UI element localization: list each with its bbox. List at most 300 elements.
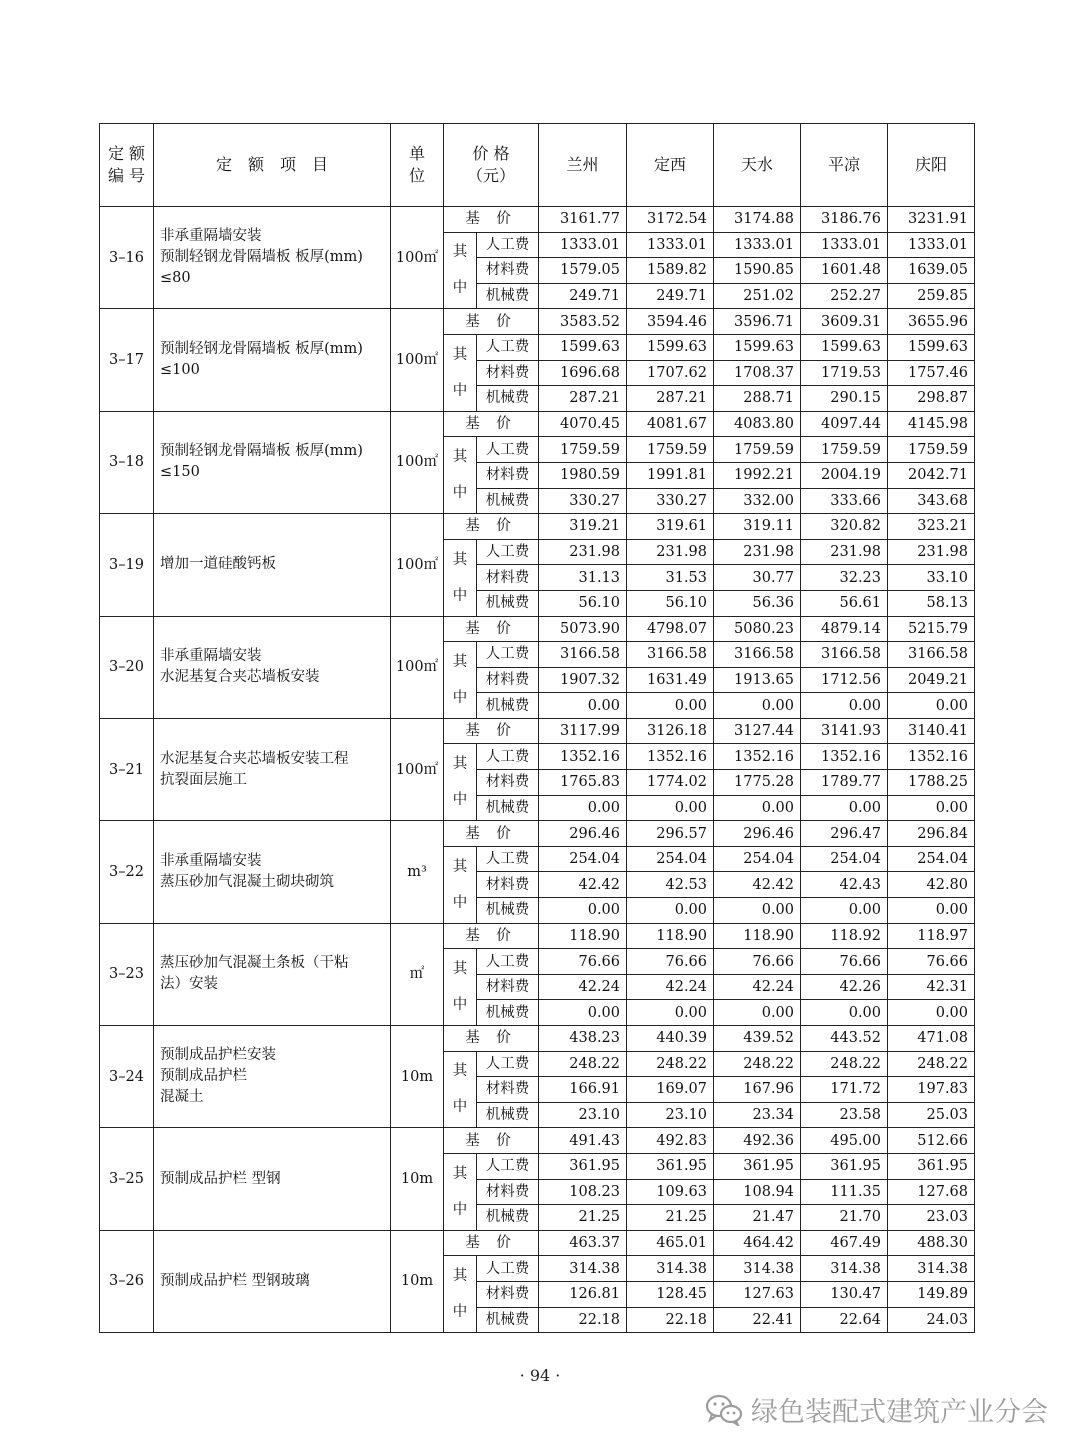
- base-value: 118.90: [714, 923, 801, 949]
- material-value: 167.96: [714, 1077, 801, 1103]
- page-number: · 94 ·: [519, 1366, 561, 1385]
- machine-value: 0.00: [627, 693, 714, 719]
- of-which-label: 其 中: [444, 949, 477, 1026]
- material-value: 127.68: [888, 1179, 975, 1205]
- quota-unit: 10m: [391, 1026, 444, 1128]
- header-unit: 单 位: [391, 124, 444, 207]
- of-which-label: 其 中: [444, 539, 477, 616]
- labor-value: 1759.59: [888, 437, 975, 463]
- base-value: 495.00: [801, 1128, 888, 1154]
- labor-value: 248.22: [801, 1051, 888, 1077]
- base-value: 3594.46: [627, 309, 714, 335]
- quota-item: [154, 1230, 391, 1332]
- base-value: 3231.91: [888, 207, 975, 233]
- labor-value: 1333.01: [888, 232, 975, 258]
- machine-value: 249.71: [539, 283, 627, 309]
- machine-value: 22.41: [714, 1307, 801, 1333]
- base-value: 4081.67: [627, 411, 714, 437]
- quota-item-line: 预制轻钢龙骨隔墙板 板厚(mm): [160, 341, 363, 358]
- material-value: 42.53: [627, 872, 714, 898]
- labor-value: 1599.63: [888, 334, 975, 360]
- watermark-text: 绿色装配式建筑产业分会: [751, 1397, 1048, 1428]
- base-price-label: 基 价: [444, 1230, 539, 1256]
- of-which-label: 其 中: [444, 1256, 477, 1333]
- base-price-label: 基 价: [444, 718, 539, 744]
- of-which-label: 其 中: [444, 1153, 477, 1230]
- quota-unit: 100㎡: [391, 514, 444, 616]
- material-label: 材料费: [477, 974, 539, 1000]
- quota-unit: ㎡: [391, 923, 444, 1025]
- material-value: 1639.05: [888, 258, 975, 284]
- base-value: 3161.77: [539, 207, 627, 233]
- labor-value: 361.95: [539, 1153, 627, 1179]
- labor-value: 76.66: [539, 949, 627, 975]
- material-value: 42.26: [801, 974, 888, 1000]
- labor-value: 1352.16: [627, 744, 714, 770]
- material-value: 33.10: [888, 565, 975, 591]
- material-value: 169.07: [627, 1077, 714, 1103]
- labor-value: 1599.63: [801, 334, 888, 360]
- machine-value: 56.36: [714, 590, 801, 616]
- labor-value: 1759.59: [539, 437, 627, 463]
- machine-value: 0.00: [714, 693, 801, 719]
- base-value: 488.30: [888, 1230, 975, 1256]
- material-value: 32.23: [801, 565, 888, 591]
- base-value: 4097.44: [801, 411, 888, 437]
- machine-value: 0.00: [714, 795, 801, 821]
- quota-code: 3–22: [100, 821, 154, 923]
- table-row: [100, 923, 975, 949]
- base-value: 5215.79: [888, 616, 975, 642]
- machine-value: 23.34: [714, 1102, 801, 1128]
- quota-item-line: 法）安装: [160, 976, 218, 993]
- quota-table: [99, 123, 975, 1333]
- machine-label: 机械费: [477, 386, 539, 412]
- quota-item: [154, 207, 391, 309]
- machine-value: 56.61: [801, 590, 888, 616]
- machine-value: 0.00: [801, 795, 888, 821]
- machine-value: 0.00: [888, 795, 975, 821]
- machine-value: 0.00: [714, 898, 801, 924]
- quota-code: 3–23: [100, 923, 154, 1025]
- labor-value: 1759.59: [714, 437, 801, 463]
- machine-value: 0.00: [539, 1000, 627, 1026]
- quota-item: [154, 411, 391, 513]
- header-item: 定 额 项 目: [154, 124, 391, 207]
- material-value: 130.47: [801, 1281, 888, 1307]
- machine-value: 21.25: [539, 1205, 627, 1231]
- quota-item-line: 蒸压砂加气混凝土砌块砌筑: [160, 873, 334, 890]
- base-value: 3117.99: [539, 718, 627, 744]
- material-label: 材料费: [477, 565, 539, 591]
- quota-item-line: 预制轻钢龙骨隔墙板 板厚(mm): [160, 249, 363, 266]
- machine-label: 机械费: [477, 898, 539, 924]
- material-value: 42.42: [714, 872, 801, 898]
- base-price-label: 基 价: [444, 1026, 539, 1052]
- machine-label: 机械费: [477, 1205, 539, 1231]
- labor-value: 361.95: [801, 1153, 888, 1179]
- base-price-label: 基 价: [444, 616, 539, 642]
- labor-label: 人工费: [477, 744, 539, 770]
- quota-item: [154, 718, 391, 820]
- material-value: 171.72: [801, 1077, 888, 1103]
- machine-value: 22.18: [539, 1307, 627, 1333]
- material-value: 128.45: [627, 1281, 714, 1307]
- of-which-label: 其 中: [444, 334, 477, 411]
- machine-label: 机械费: [477, 590, 539, 616]
- machine-value: 0.00: [627, 1000, 714, 1026]
- labor-value: 314.38: [888, 1256, 975, 1282]
- header-city: 定西: [627, 124, 714, 207]
- material-value: 108.94: [714, 1179, 801, 1205]
- labor-value: 231.98: [888, 539, 975, 565]
- base-value: 4145.98: [888, 411, 975, 437]
- base-value: 118.92: [801, 923, 888, 949]
- base-value: 319.21: [539, 514, 627, 540]
- material-value: 1789.77: [801, 770, 888, 796]
- material-value: 1907.32: [539, 667, 627, 693]
- machine-value: 343.68: [888, 488, 975, 514]
- material-value: 2042.71: [888, 462, 975, 488]
- material-value: 108.23: [539, 1179, 627, 1205]
- header-city: 平凉: [801, 124, 888, 207]
- labor-value: 314.38: [801, 1256, 888, 1282]
- base-value: 4879.14: [801, 616, 888, 642]
- base-value: 3126.18: [627, 718, 714, 744]
- labor-value: 254.04: [714, 846, 801, 872]
- machine-value: 330.27: [539, 488, 627, 514]
- base-value: 5073.90: [539, 616, 627, 642]
- labor-label: 人工费: [477, 846, 539, 872]
- table-row: [100, 514, 975, 540]
- labor-value: 254.04: [539, 846, 627, 872]
- machine-label: 机械费: [477, 795, 539, 821]
- labor-value: 1352.16: [539, 744, 627, 770]
- machine-label: 机械费: [477, 283, 539, 309]
- quota-unit: 100㎡: [391, 411, 444, 513]
- material-value: 111.35: [801, 1179, 888, 1205]
- labor-value: 76.66: [627, 949, 714, 975]
- quota-item-line: 预制成品护栏 型钢玻璃: [160, 1272, 310, 1289]
- machine-value: 0.00: [801, 1000, 888, 1026]
- table-row: [100, 207, 975, 233]
- material-value: 1707.62: [627, 360, 714, 386]
- base-value: 3127.44: [714, 718, 801, 744]
- labor-value: 1333.01: [539, 232, 627, 258]
- base-value: 323.21: [888, 514, 975, 540]
- base-value: 118.97: [888, 923, 975, 949]
- material-value: 1913.65: [714, 667, 801, 693]
- labor-value: 1352.16: [714, 744, 801, 770]
- base-value: 296.57: [627, 821, 714, 847]
- machine-value: 25.03: [888, 1102, 975, 1128]
- labor-value: 1333.01: [627, 232, 714, 258]
- base-value: 4798.07: [627, 616, 714, 642]
- base-value: 3174.88: [714, 207, 801, 233]
- labor-label: 人工费: [477, 539, 539, 565]
- quota-code: 3–25: [100, 1128, 154, 1230]
- table-body: [100, 207, 975, 1333]
- material-value: 30.77: [714, 565, 801, 591]
- labor-value: 314.38: [627, 1256, 714, 1282]
- quota-item: [154, 821, 391, 923]
- header-code: 定 额 编 号: [100, 124, 154, 207]
- quota-unit: 100㎡: [391, 718, 444, 820]
- material-value: 1601.48: [801, 258, 888, 284]
- labor-label: 人工费: [477, 437, 539, 463]
- wechat-icon: [705, 1394, 743, 1426]
- machine-value: 23.03: [888, 1205, 975, 1231]
- labor-value: 231.98: [801, 539, 888, 565]
- base-value: 471.08: [888, 1026, 975, 1052]
- labor-value: 254.04: [801, 846, 888, 872]
- material-value: 2049.21: [888, 667, 975, 693]
- header-city: 天水: [714, 124, 801, 207]
- header-price: 价 格 （元）: [444, 124, 539, 207]
- quota-code: 3–19: [100, 514, 154, 616]
- of-which-label: 其 中: [444, 846, 477, 923]
- base-value: 296.46: [714, 821, 801, 847]
- machine-value: 252.27: [801, 283, 888, 309]
- base-price-label: 基 价: [444, 1128, 539, 1154]
- base-value: 3655.96: [888, 309, 975, 335]
- labor-value: 361.95: [714, 1153, 801, 1179]
- quota-item: [154, 923, 391, 1025]
- machine-value: 23.10: [627, 1102, 714, 1128]
- base-value: 320.82: [801, 514, 888, 540]
- quota-item-line: 预制成品护栏: [160, 1068, 247, 1085]
- material-value: 31.13: [539, 565, 627, 591]
- material-value: 42.24: [714, 974, 801, 1000]
- material-value: 166.91: [539, 1077, 627, 1103]
- machine-label: 机械费: [477, 1102, 539, 1128]
- labor-value: 1599.63: [539, 334, 627, 360]
- machine-label: 机械费: [477, 693, 539, 719]
- table-row: [100, 1128, 975, 1154]
- machine-value: 298.87: [888, 386, 975, 412]
- labor-value: 314.38: [714, 1256, 801, 1282]
- material-value: 42.31: [888, 974, 975, 1000]
- quota-item-line: ≤80: [160, 270, 191, 287]
- labor-value: 1352.16: [888, 744, 975, 770]
- quota-item-line: 非承重隔墙安装: [160, 852, 262, 869]
- material-value: 1992.21: [714, 462, 801, 488]
- machine-value: 22.64: [801, 1307, 888, 1333]
- labor-label: 人工费: [477, 334, 539, 360]
- base-value: 3186.76: [801, 207, 888, 233]
- material-value: 126.81: [539, 1281, 627, 1307]
- material-label: 材料费: [477, 360, 539, 386]
- quota-unit: 10m: [391, 1230, 444, 1332]
- material-value: 1719.53: [801, 360, 888, 386]
- labor-value: 3166.58: [714, 642, 801, 668]
- labor-value: 3166.58: [888, 642, 975, 668]
- machine-value: 21.25: [627, 1205, 714, 1231]
- table-row: [100, 411, 975, 437]
- machine-value: 290.15: [801, 386, 888, 412]
- base-value: 439.52: [714, 1026, 801, 1052]
- base-value: 463.37: [539, 1230, 627, 1256]
- machine-value: 23.58: [801, 1102, 888, 1128]
- material-value: 197.83: [888, 1077, 975, 1103]
- material-value: 42.80: [888, 872, 975, 898]
- labor-value: 1333.01: [801, 232, 888, 258]
- material-value: 31.53: [627, 565, 714, 591]
- material-label: 材料费: [477, 462, 539, 488]
- material-value: 2004.19: [801, 462, 888, 488]
- quota-item-line: 预制成品护栏 型钢: [160, 1170, 281, 1187]
- quota-unit: 100㎡: [391, 207, 444, 309]
- labor-value: 1599.63: [714, 334, 801, 360]
- quota-code: 3–17: [100, 309, 154, 411]
- table-row: [100, 309, 975, 335]
- labor-value: 76.66: [714, 949, 801, 975]
- base-value: 4083.80: [714, 411, 801, 437]
- machine-value: 332.00: [714, 488, 801, 514]
- machine-value: 333.66: [801, 488, 888, 514]
- of-which-label: 其 中: [444, 437, 477, 514]
- quota-code: 3–21: [100, 718, 154, 820]
- base-value: 118.90: [539, 923, 627, 949]
- material-value: 1589.82: [627, 258, 714, 284]
- material-value: 42.43: [801, 872, 888, 898]
- machine-value: 330.27: [627, 488, 714, 514]
- machine-label: 机械费: [477, 488, 539, 514]
- machine-label: 机械费: [477, 1000, 539, 1026]
- labor-value: 1759.59: [627, 437, 714, 463]
- machine-value: 21.70: [801, 1205, 888, 1231]
- labor-label: 人工费: [477, 1051, 539, 1077]
- material-value: 1765.83: [539, 770, 627, 796]
- quota-item-line: 预制轻钢龙骨隔墙板 板厚(mm): [160, 443, 363, 460]
- quota-code: 3–18: [100, 411, 154, 513]
- base-value: 443.52: [801, 1026, 888, 1052]
- machine-value: 0.00: [627, 898, 714, 924]
- table-row: [100, 821, 975, 847]
- material-value: 1757.46: [888, 360, 975, 386]
- base-value: 3609.31: [801, 309, 888, 335]
- quota-item-line: ≤100: [160, 362, 200, 379]
- base-price-label: 基 价: [444, 207, 539, 233]
- labor-value: 231.98: [627, 539, 714, 565]
- quota-item-line: 非承重隔墙安装: [160, 228, 262, 245]
- quota-item: [154, 514, 391, 616]
- material-value: 109.63: [627, 1179, 714, 1205]
- base-value: 465.01: [627, 1230, 714, 1256]
- machine-value: 0.00: [888, 1000, 975, 1026]
- quota-unit: m³: [391, 821, 444, 923]
- quota-item-line: 非承重隔墙安装: [160, 648, 262, 665]
- labor-value: 3166.58: [627, 642, 714, 668]
- quota-item-line: 预制成品护栏安装: [160, 1047, 276, 1064]
- machine-value: 259.85: [888, 283, 975, 309]
- machine-value: 0.00: [627, 795, 714, 821]
- machine-value: 287.21: [539, 386, 627, 412]
- watermark: [705, 1390, 1048, 1429]
- base-value: 492.83: [627, 1128, 714, 1154]
- labor-label: 人工费: [477, 949, 539, 975]
- labor-value: 1599.63: [627, 334, 714, 360]
- base-value: 296.47: [801, 821, 888, 847]
- quota-code: 3–20: [100, 616, 154, 718]
- material-label: 材料费: [477, 872, 539, 898]
- labor-value: 361.95: [888, 1153, 975, 1179]
- base-value: 5080.23: [714, 616, 801, 642]
- quota-item-line: 抗裂面层施工: [160, 771, 247, 788]
- material-label: 材料费: [477, 1077, 539, 1103]
- material-value: 42.24: [627, 974, 714, 1000]
- machine-value: 0.00: [888, 693, 975, 719]
- base-value: 118.90: [627, 923, 714, 949]
- labor-value: 254.04: [888, 846, 975, 872]
- table-header-row: [100, 124, 975, 207]
- labor-label: 人工费: [477, 642, 539, 668]
- machine-label: 机械费: [477, 1307, 539, 1333]
- base-price-label: 基 价: [444, 821, 539, 847]
- machine-value: 23.10: [539, 1102, 627, 1128]
- machine-value: 0.00: [539, 898, 627, 924]
- base-value: 319.11: [714, 514, 801, 540]
- labor-label: 人工费: [477, 1153, 539, 1179]
- material-value: 1712.56: [801, 667, 888, 693]
- quota-item-line: 混凝土: [160, 1089, 204, 1106]
- labor-label: 人工费: [477, 232, 539, 258]
- quota-code: 3–26: [100, 1230, 154, 1332]
- header-city: 庆阳: [888, 124, 975, 207]
- quota-item: [154, 309, 391, 411]
- base-value: 440.39: [627, 1026, 714, 1052]
- base-price-label: 基 价: [444, 923, 539, 949]
- material-label: 材料费: [477, 1281, 539, 1307]
- labor-value: 248.22: [539, 1051, 627, 1077]
- material-value: 1579.05: [539, 258, 627, 284]
- labor-value: 314.38: [539, 1256, 627, 1282]
- machine-value: 58.13: [888, 590, 975, 616]
- material-label: 材料费: [477, 1179, 539, 1205]
- base-value: 4070.45: [539, 411, 627, 437]
- machine-value: 21.47: [714, 1205, 801, 1231]
- labor-value: 231.98: [539, 539, 627, 565]
- table-row: [100, 616, 975, 642]
- machine-value: 24.03: [888, 1307, 975, 1333]
- labor-value: 231.98: [714, 539, 801, 565]
- material-value: 42.42: [539, 872, 627, 898]
- labor-value: 76.66: [888, 949, 975, 975]
- labor-value: 1333.01: [714, 232, 801, 258]
- material-value: 149.89: [888, 1281, 975, 1307]
- base-value: 491.43: [539, 1128, 627, 1154]
- labor-value: 1352.16: [801, 744, 888, 770]
- material-value: 1774.02: [627, 770, 714, 796]
- machine-value: 56.10: [627, 590, 714, 616]
- of-which-label: 其 中: [444, 744, 477, 821]
- quota-unit: 100㎡: [391, 309, 444, 411]
- labor-value: 76.66: [801, 949, 888, 975]
- base-price-label: 基 价: [444, 309, 539, 335]
- machine-value: 0.00: [888, 898, 975, 924]
- machine-value: 0.00: [714, 1000, 801, 1026]
- base-value: 3140.41: [888, 718, 975, 744]
- quota-item-line: 增加一道硅酸钙板: [160, 556, 276, 573]
- labor-value: 248.22: [714, 1051, 801, 1077]
- base-value: 3596.71: [714, 309, 801, 335]
- labor-label: 人工费: [477, 1256, 539, 1282]
- machine-value: 288.71: [714, 386, 801, 412]
- material-value: 42.24: [539, 974, 627, 1000]
- quota-unit: 10m: [391, 1128, 444, 1230]
- base-value: 3172.54: [627, 207, 714, 233]
- material-value: 1708.37: [714, 360, 801, 386]
